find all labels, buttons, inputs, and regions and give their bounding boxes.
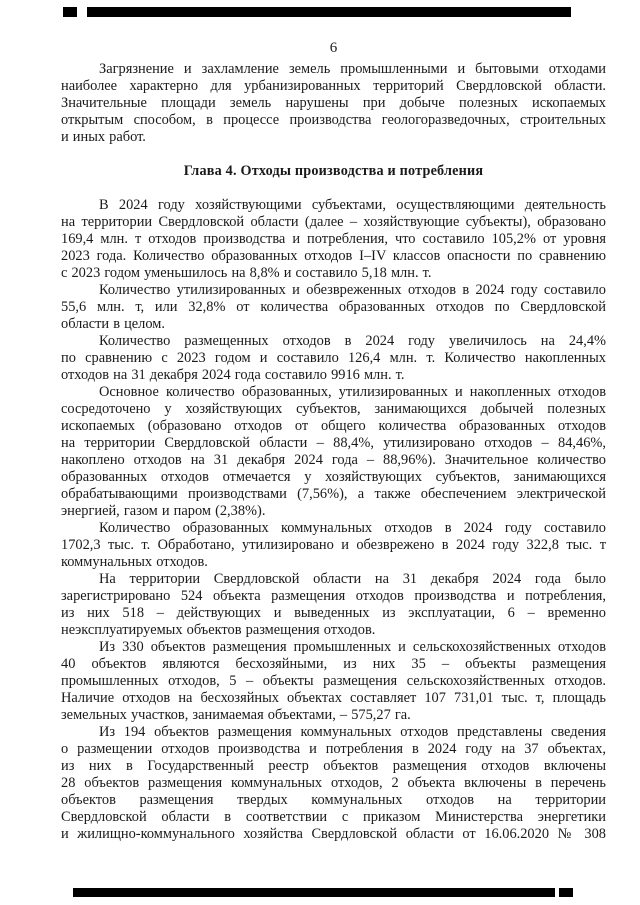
text-line: сосредоточено у хозяйствующих субъектов, занимающихся добычей полезных: [61, 401, 606, 417]
text-line: образованных отходов отмечается у хозяйствующих субъектов, занимающихся: [61, 469, 606, 485]
text-line: с 2023 годом уменьшилось на 8,8% и составило 5,18 млн. т.: [61, 265, 432, 281]
document-body: [61, 61, 606, 843]
text-line: наиболее характерно для урбанизированных территорий Свердловской области.: [61, 78, 606, 94]
text-line: накоплено отходов на 31 декабря 2024 года – 88,96%). Значительное количество: [61, 452, 606, 468]
text-line: 55,6 млн. т, или 32,8% от количества образованных отходов по Свердловской: [61, 299, 606, 315]
text-line: На территории Свердловской области на 31 декабря 2024 года было: [99, 571, 606, 587]
text-line: о размещении отходов производства и потребления в 2024 году на 37 объектах,: [61, 741, 606, 757]
text-line: и жилищно-коммунального хозяйства Свердловской области от 16.06.2020 № 308: [61, 826, 606, 842]
text-line: из них в Государственный реестр объектов размещения отходов включены: [61, 758, 606, 774]
text-line: Количество утилизированных и обезвреженных отходов в 2024 году составило: [99, 282, 606, 298]
text-line: и иных работ.: [61, 129, 146, 145]
text-line: Основное количество образованных, утилизированных и накопленных отходов: [99, 384, 606, 400]
paragraph: [61, 282, 606, 333]
text-line: Количество размещенных отходов в 2024 году увеличилось на 24,4%: [99, 333, 606, 349]
scan-artifact-top-square: [63, 7, 77, 17]
paragraph: [61, 639, 606, 724]
scan-artifact-top-bar: [87, 7, 571, 17]
text-line: на территории Свердловской области – 88,4%, утилизировано отходов – 84,46%,: [61, 435, 606, 451]
paragraph: [61, 520, 606, 571]
page-number: 6: [329, 40, 338, 56]
paragraph: [61, 571, 606, 639]
text-line: Значительные площади земель нарушены при добыче полезных ископаемых: [61, 95, 606, 111]
text-line: на территории Свердловской области (далее – хозяйствующие субъекты), образовано: [61, 214, 606, 230]
paragraph: [61, 384, 606, 520]
scan-artifact-bottom-bar: [73, 888, 555, 897]
text-line: энергией, газом и паром (2,38%).: [61, 503, 266, 519]
paragraph: [61, 724, 606, 843]
paragraph: [61, 197, 606, 282]
text-line: ископаемых (образовано отходов от общего количества образованных отходов: [61, 418, 606, 434]
text-line: 2023 года. Количество образованных отходов I–IV классов опасности по сравнению: [61, 248, 606, 264]
text-line: 28 объектов размещения коммунальных отходов, 2 объекта включены в перечень: [61, 775, 606, 791]
text-line: открытым способом, в процессе производства геологоразведочных, строительных: [61, 112, 606, 128]
text-line: обрабатывающими производствами (7,56%), а также обеспечением электрической: [61, 486, 606, 502]
text-line: объектов размещения твердых коммунальных отходов на территории: [61, 792, 606, 808]
text-line: неэксплуатируемых объектов размещения отходов.: [61, 622, 376, 638]
text-line: 169,4 млн. т отходов производства и потребления, что составило 105,2% от уровня: [61, 231, 606, 247]
scan-artifact-bottom-square: [559, 888, 573, 897]
text-line: Из 330 объектов размещения промышленных и сельскохозяйственных отходов: [99, 639, 606, 655]
text-line: В 2024 году хозяйствующими субъектами, осуществляющими деятельность: [99, 197, 606, 213]
text-line: промышленных отходов, 5 – объекты размещения сельскохозяйственных отходов.: [61, 673, 606, 689]
text-line: из них 518 – действующих и выведенных из эксплуатации, 6 – временно: [61, 605, 606, 621]
text-line: 1702,3 тыс. т. Обработано, утилизировано и обезврежено в 2024 году 322,8 тыс. т: [61, 537, 606, 553]
text-line: 40 объектов являются бесхозяйными, из них 35 – объекты размещения: [61, 656, 606, 672]
text-line: зарегистрировано 524 объекта размещения отходов производства и потребления,: [61, 588, 606, 604]
text-line: Количество образованных коммунальных отходов в 2024 году составило: [99, 520, 606, 536]
paragraph: [61, 333, 606, 384]
text-line: по сравнению с 2023 годом и составило 126,4 млн. т. Количество накопленных: [61, 350, 606, 366]
text-line: Из 194 объектов размещения коммунальных отходов представлены сведения: [99, 724, 606, 740]
text-line: коммунальных отходов.: [61, 554, 208, 570]
text-line: Загрязнение и захламление земель промышленными и бытовыми отходами: [99, 61, 606, 77]
paragraph: [61, 61, 606, 146]
chapter-heading: Глава 4. Отходы производства и потребления: [183, 163, 484, 179]
text-line: отходов на 31 декабря 2024 года составило 9916 млн. т.: [61, 367, 405, 383]
text-line: земельных участков, занимаемая объектами, – 575,27 га.: [61, 707, 411, 723]
text-line: области в целом.: [61, 316, 165, 332]
text-line: Свердловской области в соответствии с приказом Министерства энергетики: [61, 809, 606, 825]
text-line: Наличие отходов на бесхозяйных объектах составляет 107 731,01 тыс. т, площадь: [61, 690, 606, 706]
